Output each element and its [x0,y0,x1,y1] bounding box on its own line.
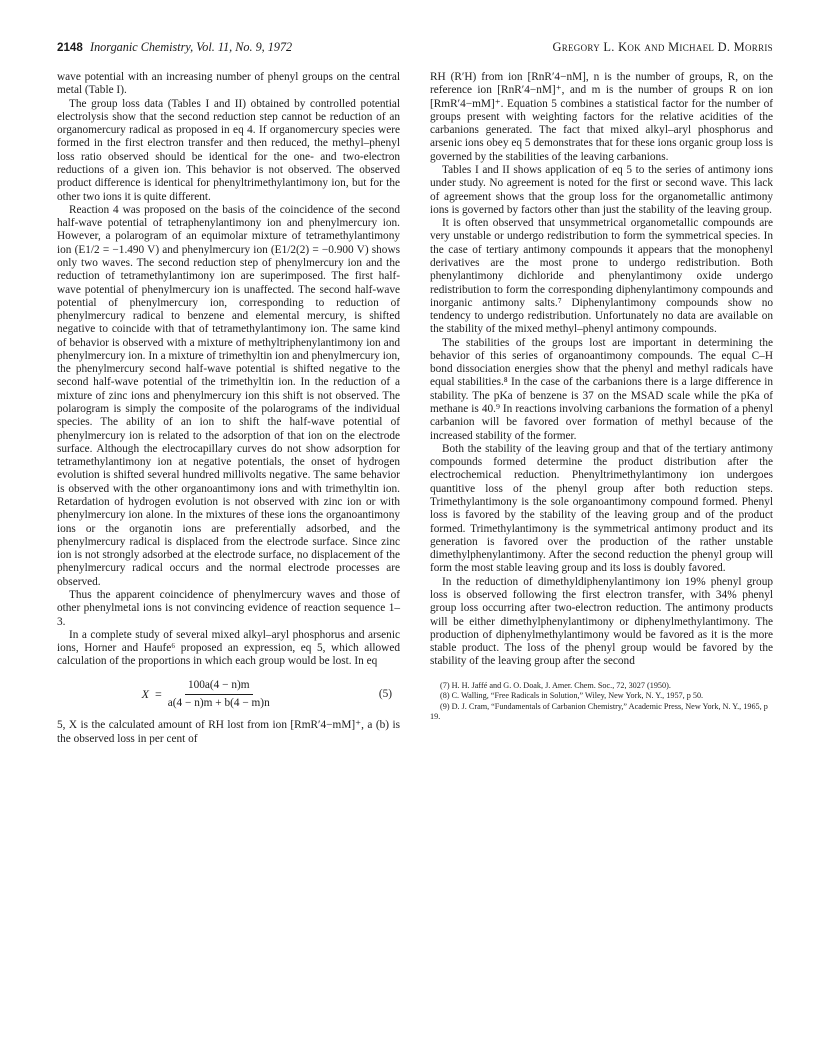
body-paragraph: In the reduction of dimethyldiphenylantimony ion 19% phenyl group loss is observed following the first electron transfer, with 34% phenyl group loss occurring after two-electron reduction. The antimony products will be either dimethylphenylantimony or diphenylmethylantimony. The production of diphenylmethylantimony would be favored as it is the more stable product. The loss of the phenyl group would be favored by the stability of the leaving group after the second [430,575,773,668]
body-paragraph: Both the stability of the leaving group and that of the tertiary antimony compounds formed determine the product distribution after the electrochemical reduction. Phenyltrimethylantimony ion undergoes quantitive loss of the phenyl group after both reduction steps. Trimethylantimony is the sole organoantimony compound formed. Phenyl loss is favored by the stability of the leaving group and of the product formed. Trimethylantimony is the symmetrical antimony product and its generation is favored over the production of the rather unstable dimethylphenylantimony. After the second reduction the phenyl group will form the most stable leaving group and its loss is doubly favored. [430,442,773,575]
journal-citation: Inorganic Chemistry, Vol. 11, No. 9, 1972 [90,40,293,54]
body-paragraph: wave potential with an increasing number of phenyl groups on the central metal (Table I). [57,71,400,97]
body-paragraph: The stabilities of the groups lost are important in determining the behavior of this series of organoantimony compounds. The equal C–H bond dissociation energies show that the phenyl and methyl radicals have equal stabilities.⁸ In the case of the carbanions there is a large difference in stability. The pKa of benzene is 37 on the MSAD scale while the pKa of methane is 40.⁹ In reactions involving carbanions the formation of a phenyl carbanion will be favored over formation of methyl because of the increased stability of the former. [430,336,773,442]
body-paragraph: In a complete study of several mixed alkyl–aryl phosphorus and arsenic ions, Horner and Haufe⁶ proposed an expression, eq 5, which allowed calculation of the proportions in which each group would be lost. In eq [57,628,400,668]
header-left [57,40,292,55]
body-paragraph: The group loss data (Tables I and II) obtained by controlled potential electrolysis show that the second reduction step cannot be reduction of an organomercury radical as proposed in eq 4. If organomercury species were formed in the first electron transfer and then reduced, the methyl–phenyl loss ratio observed should be identical for the one- and two-electron reductions of a given ion. This behavior is not observed. The observed product difference is identical for phenyltrimethylantimony ion, but for the other two ions it is quite different. [57,97,400,203]
equation-5 [57,679,400,711]
footnote: (9) D. J. Cram, “Fundamentals of Carbanion Chemistry,” Academic Press, New York, N. Y., 1965, p 19. [430,701,768,722]
body-paragraph: It is often observed that unsymmetrical organometallic compounds are very unstable or undergo redistribution to form the symmetrical species. In the case of tertiary antimony compounds it appears that the monophenyl derivatives are the most prone to undergo redistribution. Both phenylantimony dichloride and phenylantimony oxide undergo redistribution to form the corresponding diphenylantimony compounds and inorganic antimony salts.⁷ Diphenylantimony compounds show no tendency to undergo redistribution. Unfortunately no data are available on the stability of the mixed methyl–phenyl antimony compounds. [430,217,773,336]
page-number: 2148 [57,41,83,54]
two-column-body [57,71,773,746]
body-paragraph: Thus the apparent coincidence of phenylmercury waves and those of other phenylmetal ions is not convincing evidence of reaction sequence 1–3. [57,588,400,628]
left-column [57,71,400,746]
equation-number: (5) [378,687,392,700]
footnote: (7) H. H. Jaffé and G. O. Doak, J. Amer. Chem. Soc., 72, 3027 (1950). [440,680,671,690]
author-names: Gregory L. Kok and Michael D. Morris [552,40,773,54]
body-paragraph: 5, X is the calculated amount of RH lost from ion [RmR′4−mM]⁺, a (b) is the observed loss in per cent of [57,719,400,745]
equation-fraction [168,679,270,711]
running-header [57,40,773,58]
equals-sign: = [155,686,162,701]
equation-lhs: X [141,686,149,701]
body-paragraph: Tables I and II shows application of eq 5 to the series of antimony ions under study. No agreement is noted for the first or second wave. This lack of agreement shows that the group loss for the organometallic antimony ions is governed by factors other than just the stability of the leaving group. [430,163,773,216]
body-paragraph: Reaction 4 was proposed on the basis of the coincidence of the second half-wave potential of tetraphenylantimony ion and phenylmercury ion. However, a polarogram of an equimolar mixture of tetramethylantimony ion (E1/2 = −1.490 V) and phenylmercury ion (E1/2(2) = −0.900 V) shows only two waves. The second reduction step of phenylmercury ion and the reduction of tetramethylantimony ion are superimposed. The first half-wave potential of phenylmercury ion is unaffected. The second half-wave potential of phenylmercury ion, corresponding to reduction of phenylmercury radical to benzene and elemental mercury, is shifted negative to coincide with that of tetramethylantimony ion. The same kind of behavior is observed with a mixture of methyltriphenylantimony ion and phenylmercury ion. In a mixture of trimethyltin ion and phenylmercury ion, the phenylmercury second half-wave potential is shifted negative to the second half-wave potential of the trimethyltin ion. In the reduction of a mixture of zinc ions and phenylmercury ion this shift is not observed. The polarogram is simply the composite of the polarograms of the individual species. The ability of an ion to shift the half-wave potential of phenylmercury ion is related to the adsorption of that ion on the electrode surface. Although the electrocapillary curves do not show adsorption for tetramethylantimony ion at negative potentials, the onset of hydrogen evolution is shifted several hundred millivolts negative. The same behavior is observed with the other organoantimony ions and with trimethyltin ion. Retardation of hydrogen evolution is not observed with zinc ion or with phenylmercury ion alone. In the mixtures of these ions the organoantimony ions or the organotin ions are preferentially adsorbed, and the phenylmercury radical is displaced from the electrode surface. Since zinc ion is not strongly adsorbed at the electrode surface, no displacement of the phenylmercury radical occurs and the normal electrode processes are observed. [57,203,400,588]
equation-denominator: a(4 − n)m + b(4 − m)n [167,696,270,709]
equation-numerator: 100a(4 − n)m [185,679,253,695]
footnote: (8) C. Walling, “Free Radicals in Solution,” Wiley, New York, N. Y., 1957, p 50. [440,691,704,701]
body-paragraph: RH (R′H) from ion [RnR′4−nM], n is the number of groups, R, on the reference ion [RnR′4−nM]⁺, and m is the number of groups R on ion [RmR′4−mM]⁺. Equation 5 combines a statistical factor for the number of groups present with weighting factors for the relative acidities of the carbanions generated. The fact that mixed alkyl–aryl phosphorus and arsenic ions obey eq 5 demonstrates that for these ions organic group loss is governed by the stabilities of the leaving carbanions. [430,71,773,163]
footnotes [430,681,773,723]
right-column [430,71,773,746]
